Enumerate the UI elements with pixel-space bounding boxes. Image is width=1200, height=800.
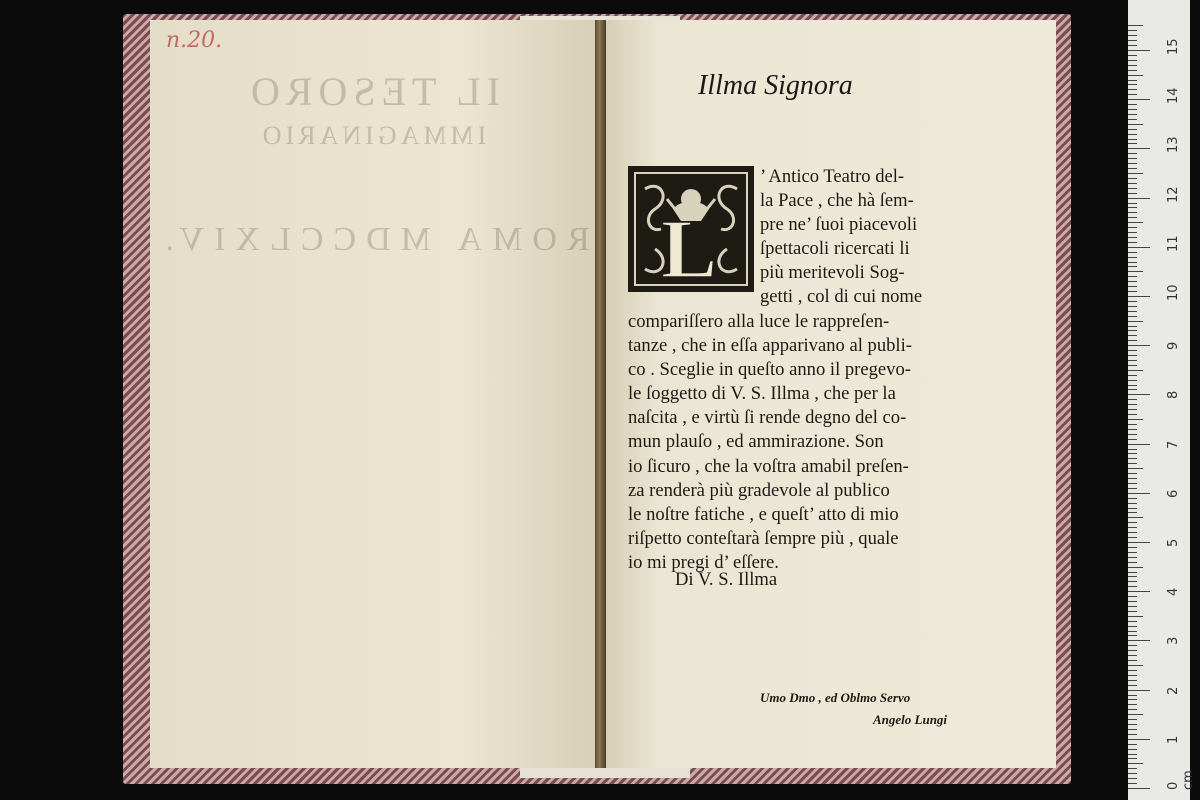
ruler-tick [1128,404,1137,405]
ruler-tick [1128,50,1150,51]
ruler-tick [1128,749,1137,750]
ruler-tick [1128,488,1137,489]
ruler-tick [1128,601,1137,602]
drop-cap-ornament-icon [631,169,751,289]
ruler-tick [1128,424,1137,425]
ruler-tick [1128,473,1137,474]
signature-line-1: Umo Dmo , ed Oblmo Servo [760,690,911,705]
ruler-tick [1128,468,1143,469]
ruler-tick [1128,55,1137,56]
ruler-tick [1128,321,1143,322]
text-line: mun plauſo , ed ammirazione. Son [628,431,884,453]
ruler-tick [1128,522,1137,523]
left-page [150,20,595,768]
ruler-tick [1128,35,1137,36]
ruler-tick [1128,449,1137,450]
ruler-tick [1128,40,1137,41]
ruler-tick [1128,690,1150,691]
ruler-tick [1128,158,1137,159]
ruler-tick [1128,25,1143,26]
ruler-tick [1128,414,1137,415]
ruler-tick [1128,645,1137,646]
text-line: più meritevoli Sog- [760,262,905,284]
ruler-tick [1128,552,1137,553]
ruler-tick [1128,389,1137,390]
ruler-tick [1128,517,1143,518]
text-line: pre ne’ ſuoi piacevoli [760,214,918,236]
ruler-tick [1128,212,1137,213]
ruler-number: 7 [1166,440,1181,449]
ruler-tick [1128,198,1150,199]
ruler-tick [1128,429,1137,430]
ruler-tick [1128,773,1137,774]
ruler-tick [1128,109,1137,110]
ruler-tick [1128,576,1137,577]
ruler-number: 14 [1166,87,1181,105]
text-line: le ſoggetto di V. S. Illma , che per la [628,383,896,405]
ruler-tick [1128,178,1137,179]
text-line: io mi pregi d’ eſſere. [628,551,779,573]
ruler-tick [1128,296,1150,297]
ruler-tick [1128,153,1137,154]
ruler-tick [1128,532,1137,533]
text-line: compariſſero alla luce le rappreſen- [628,311,890,332]
ruler-tick [1128,380,1137,381]
ruler-tick [1128,758,1137,759]
ruler-tick [1128,542,1150,543]
ruler-tick [1128,754,1137,755]
bleed-line-2: IMMAGINARIO [258,121,487,150]
ruler-tick [1128,163,1137,164]
ruler-tick [1128,350,1137,351]
ruler-tick [1128,385,1137,386]
ruler-number: 11 [1166,235,1181,252]
ruler-tick [1128,655,1137,656]
text-line: co . Sceglie in queſto anno il pregevo- [628,359,911,381]
ruler-tick [1128,30,1137,31]
ruler-tick [1128,232,1137,233]
ruler-tick [1128,572,1137,573]
ruler-number: 2 [1166,686,1181,695]
ruler-tick [1128,148,1150,149]
ruler-tick [1128,75,1143,76]
text-line: getti , col di cui nome [760,286,923,308]
ruler-tick [1128,591,1150,592]
ruler-tick [1128,493,1150,494]
ruler-tick [1128,70,1137,71]
ruler-tick [1128,744,1137,745]
ruler-tick [1128,783,1137,784]
ruler-tick [1128,45,1137,46]
ruler-tick [1128,512,1137,513]
ruler-tick [1128,306,1137,307]
ruler-number: 0 cm [1166,770,1196,790]
ruler-tick [1128,139,1137,140]
ruler-tick [1128,203,1137,204]
drop-cap-letter: L [661,203,718,289]
ruler-tick [1128,724,1137,725]
ruler-tick [1128,503,1137,504]
ruler-tick [1128,89,1137,90]
ruler-tick [1128,616,1143,617]
ruler-tick [1128,143,1137,144]
ruler-tick [1128,434,1137,435]
ruler-tick [1128,739,1150,740]
ruler-tick [1128,621,1137,622]
ruler-tick [1128,444,1150,445]
ruler-tick [1128,262,1137,263]
ruler-tick [1128,714,1143,715]
ruler-tick [1128,124,1143,125]
ruler-tick [1128,345,1150,346]
measurement-ruler [1128,0,1196,800]
ruler-tick [1128,458,1137,459]
ruler-tick [1128,508,1137,509]
ruler-tick [1128,650,1137,651]
text-line: io ſicuro , che la voſtra amabil preſen- [628,455,909,477]
ruler-number: 8 [1166,391,1181,400]
ruler-number: 12 [1166,186,1181,203]
ruler-tick [1128,586,1137,587]
ruler-tick [1128,365,1137,366]
ruler-tick [1128,173,1143,174]
tailband [520,768,690,778]
ruler-tick [1128,370,1143,371]
ruler-tick [1128,562,1137,563]
ruler-tick [1128,596,1137,597]
bleed-line-1: IL TESORO [244,69,501,114]
text-line: le noſtre fatiche , e queſt’ atto di mio [628,503,899,525]
ruler-tick [1128,257,1137,258]
ruler-number: 15 [1166,38,1181,55]
ruler-tick [1128,355,1137,356]
ruler-tick [1128,675,1137,676]
ruler-tick [1128,635,1137,636]
ruler-tick [1128,399,1137,400]
ruler-tick [1128,394,1150,395]
ruler-tick [1128,680,1137,681]
ruler-tick [1128,483,1137,484]
ruler-tick [1128,685,1137,686]
ruler-tick [1128,557,1137,558]
ruler-tick [1128,375,1137,376]
ruler-tick [1128,237,1137,238]
ruler-number: 3 [1166,637,1181,646]
ruler-tick [1128,763,1143,764]
ruler-tick [1128,60,1137,61]
ruler-tick [1128,311,1137,312]
ruler-tick [1128,134,1137,135]
ruler-tick [1128,498,1137,499]
ruler-tick [1128,252,1137,253]
ruler-tick [1128,704,1137,705]
ruler-tick [1128,99,1150,100]
ruler-tick [1128,94,1137,95]
text-line: naſcita , e virtù ſi rende degno del co- [628,407,907,429]
ruler-tick [1128,729,1137,730]
ruler-tick [1128,670,1137,671]
ruler-tick [1128,581,1137,582]
ruler-tick [1128,527,1137,528]
ruler-tick [1128,286,1137,287]
ruler-tick [1128,537,1137,538]
ruler-tick [1128,439,1137,440]
page-title: Illma Signora [698,70,853,101]
text-block-narrow [760,165,922,310]
ruler-tick [1128,606,1137,607]
text-line: la Pace , che hà ſem- [760,190,914,212]
ruler-tick [1128,326,1137,327]
signature-line-2: Angelo Lungi [873,712,948,727]
text-line: ſpettacoli ricercati li [760,238,910,260]
ruler-tick [1128,768,1137,769]
ruler-tick [1128,316,1137,317]
ruler-tick [1128,168,1137,169]
ruler-tick [1128,360,1137,361]
ruler-tick [1128,276,1137,277]
ruler-tick [1128,640,1150,641]
ruler-number: 4 [1166,587,1181,597]
ruler-tick [1128,129,1137,130]
ruler-tick [1128,419,1143,420]
ruler-tick [1128,227,1137,228]
ruler-number: 5 [1166,538,1181,547]
ruler-tick [1128,193,1137,194]
ruler-tick [1128,291,1137,292]
closing-line: Di V. S. Illma [675,569,778,590]
ruler-tick [1128,788,1150,789]
ruler-number: 1 [1166,735,1181,744]
left-page-bleed-through [150,20,595,768]
ruler-tick [1128,478,1137,479]
ruler-tick [1128,340,1137,341]
ruler-tick [1128,183,1137,184]
ruler-tick [1128,301,1137,302]
ruler-tick [1128,660,1137,661]
ruler-tick [1128,631,1137,632]
ruler-tick [1128,266,1137,267]
ruler-tick [1128,84,1137,85]
manuscript-mark: n.20. [166,28,223,53]
ruler-tick [1128,281,1137,282]
bleed-line-3: ROMA MDCCLXIV. [155,221,590,258]
ruler-tick [1128,188,1137,189]
ruler-tick [1128,695,1137,696]
ruler-tick [1128,709,1137,710]
text-block-wide [628,310,912,575]
ruler-tick [1128,80,1137,81]
ruler-tick [1128,104,1137,105]
ruler-tick [1128,409,1137,410]
ruler-tick [1128,734,1137,735]
book-gutter [595,20,606,768]
text-line: za renderà più gradevole al publico [628,479,890,501]
text-line: tanze , che in eſſa apparivano al publi- [628,335,912,357]
ruler-tick [1128,271,1143,272]
ruler-tick [1128,547,1137,548]
ruler-tick [1128,335,1137,336]
ruler-number: 9 [1166,341,1181,351]
ruler-tick [1128,719,1137,720]
text-line: ’ Antico Teatro del- [760,166,905,187]
ruler-tick [1128,65,1137,66]
ruler-tick [1128,626,1137,627]
ruler-tick [1128,119,1137,120]
ruler-tick [1128,222,1143,223]
ruler-number: 10 [1166,284,1181,301]
ruler-tick [1128,778,1137,779]
ruler-tick [1128,207,1137,208]
ruler-number: 13 [1166,136,1181,154]
drop-cap-initial [628,166,754,292]
ruler-tick [1128,217,1137,218]
ruler-tick [1128,247,1150,248]
ruler-tick [1128,463,1137,464]
ruler-tick [1128,567,1143,568]
text-line: riſpetto conteſtarà ſempre più , quale [628,527,899,549]
ruler-tick [1128,665,1143,666]
ruler-tick [1128,453,1137,454]
ruler-tick [1128,114,1137,115]
ruler-tick [1128,699,1137,700]
ruler-tick [1128,611,1137,612]
ruler-tick [1128,242,1137,243]
ruler-tick [1128,330,1137,331]
ruler-number: 6 [1166,489,1181,498]
